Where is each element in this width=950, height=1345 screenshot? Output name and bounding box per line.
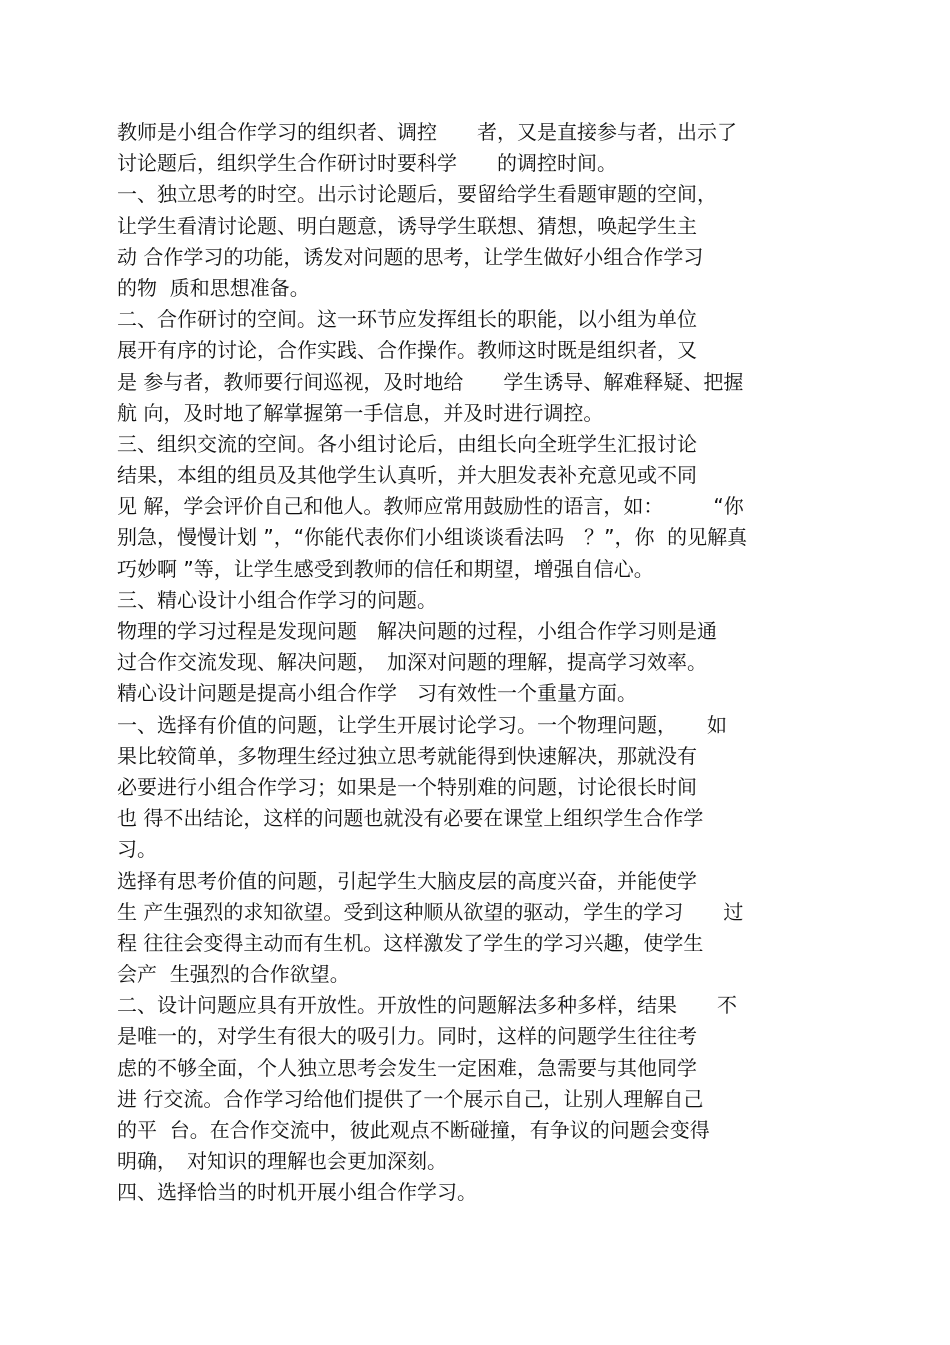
text-line: 虑的不够全面，个人独立思考会发生一定困难，急需要与其他同学 <box>117 1055 697 1080</box>
text-line: 二、设计问题应具有开放性。开放性的问题解法多种多样，结果 不 <box>117 993 737 1018</box>
text-line: 进 行交流。合作学习给他们提供了一个展示自己，让别人理解自己 <box>117 1086 704 1111</box>
text-line: 的平 台。在合作交流中，彼此观点不断碰撞，有争议的问题会变得 <box>117 1118 710 1142</box>
text-line: 巧妙啊 ”等，让学生感受到教师的信任和期望，增强自信心。 <box>117 556 654 581</box>
text-line: 程 往往会变得主动而有生机。这样激发了学生的学习兴趣，使学生 <box>117 930 704 955</box>
body-text <box>117 117 837 1209</box>
text-line: 明确， 对知识的理解也会更加深刻。 <box>117 1149 447 1174</box>
text-line: 展开有序的讨论，合作实践、合作操作。教师这时既是组织者，又 <box>117 338 697 363</box>
text-line: 精心设计问题是提高小组合作学 习有效性一个重量方面。 <box>117 681 637 706</box>
text-line: 必要进行小组合作学习；如果是一个特别难的问题，讨论很长时间 <box>117 774 697 799</box>
text-line: 物理的学习过程是发现问题 解决问题的过程，小组合作学习则是通 <box>117 619 717 643</box>
text-line: 选择有思考价值的问题，引起学生大脑皮层的高度兴奋，并能使学 <box>117 868 697 893</box>
text-line: 是唯一的，对学生有很大的吸引力。同时，这样的问题学生往往考 <box>117 1024 697 1049</box>
text-line: 让学生看清讨论题、明白题意，诱导学生联想、猜想，唤起学生主 <box>117 213 697 238</box>
text-line: 习。 <box>117 837 157 862</box>
text-line: 是 参与者，教师要行间巡视，及时地给 学生诱导、解难释疑、把握 <box>117 369 744 394</box>
text-line: 航 向，及时地了解掌握第一手信息，并及时进行调控。 <box>117 400 604 425</box>
text-line: 一、选择有价值的问题，让学生开展讨论学习。一个物理问题， 如 <box>117 712 727 737</box>
text-line: 也 得不出结论，这样的问题也就没有必要在课堂上组织学生合作学 <box>117 806 704 831</box>
text-line: 过合作交流发现、解决问题， 加深对问题的理解，提高学习效率。 <box>117 650 707 675</box>
text-line: 会产 生强烈的合作欲望。 <box>117 962 350 987</box>
text-line: 生 产生强烈的求知欲望。受到这种顺从欲望的驱动，学生的学习 过 <box>117 899 744 924</box>
text-line: 四、选择恰当的时机开展小组合作学习。 <box>117 1180 477 1205</box>
text-line: 三、精心设计小组合作学习的问题。 <box>117 587 437 612</box>
text-line: 的物 质和思想准备。 <box>117 275 310 300</box>
text-line: 三、组织交流的空间。各小组讨论后，由组长向全班学生汇报讨论 <box>117 431 697 456</box>
text-line: 讨论题后，组织学生合作研讨时要科学 的调控时间。 <box>117 151 617 176</box>
text-line: 见 解，学会评价自己和他人。教师应常用鼓励性的语言，如： “你 <box>117 494 744 519</box>
text-line: 动 合作学习的功能，诱发对问题的思考，让学生做好小组合作学习 <box>117 244 704 269</box>
text-line: 教师是小组合作学习的组织者、调控 者，又是直接参与者，出示了 <box>117 120 737 144</box>
text-line: 二、合作研讨的空间。这一环节应发挥组长的职能，以小组为单位 <box>117 307 697 332</box>
text-line: 果比较简单，多物理生经过独立思考就能得到快速解决，那就没有 <box>117 743 697 768</box>
text-line: 结果，本组的组员及其他学生认真听，并大胆发表补充意见或不同 <box>117 463 697 488</box>
text-line: 别急，慢慢计划 ”，“你能代表你们小组谈谈看法吗 ？”，你 的见解真 <box>117 525 748 550</box>
text-line: 一、独立思考的时空。出示讨论题后，要留给学生看题审题的空间， <box>117 182 717 207</box>
